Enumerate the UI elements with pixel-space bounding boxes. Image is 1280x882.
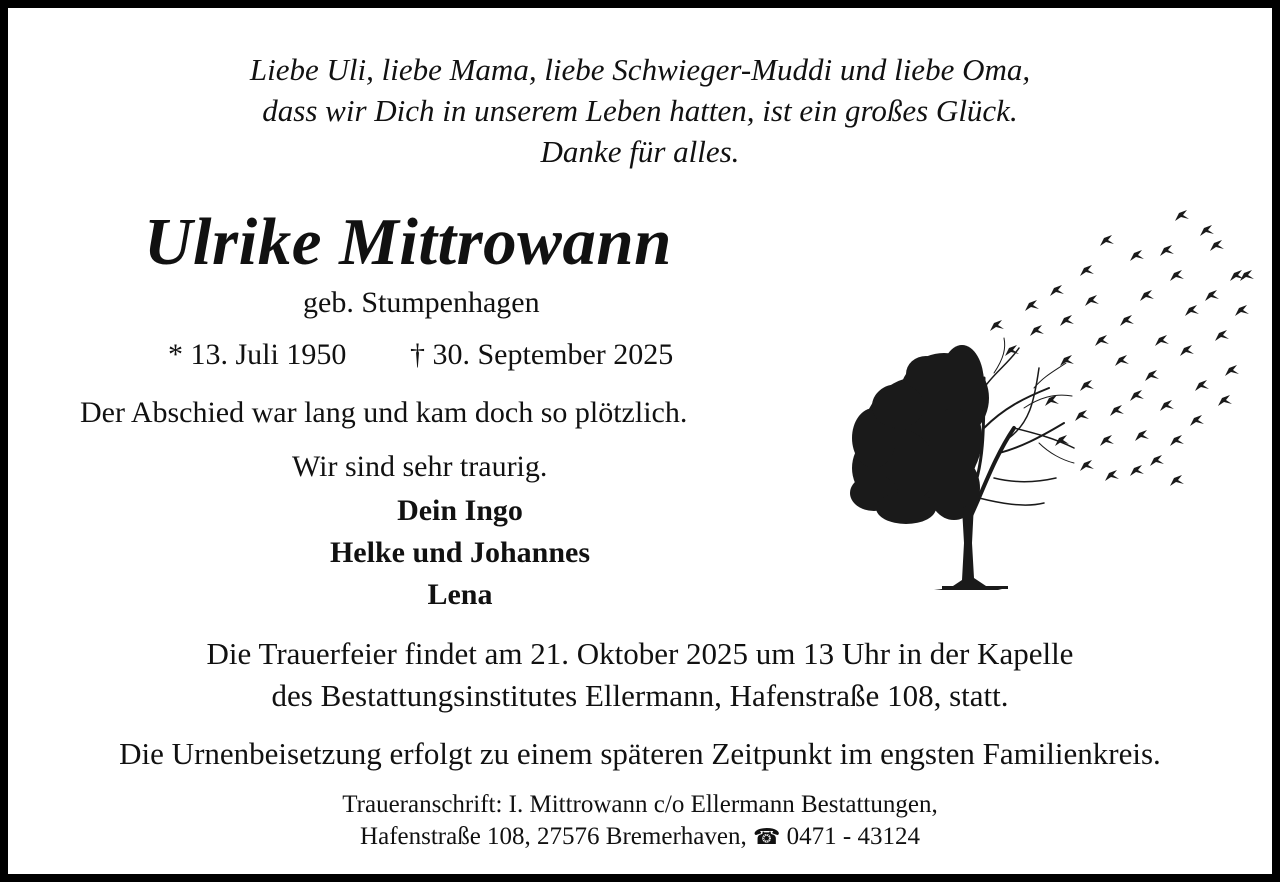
mourner-3: Lena: [427, 578, 493, 611]
burial-text: Die Urnenbeisetzung erfolgt zu einem späteren Zeitpunkt im engsten Familienkreis.: [119, 736, 1161, 771]
tree-birds-icon: [834, 198, 1254, 598]
intro-line-1: Liebe Uli, liebe Mama, liebe Schwieger-Muddi und liebe Oma,: [249, 52, 1031, 87]
farewell-text: Der Abschied war lang und kam doch so plötzlich.: [80, 396, 688, 429]
contact-phone: 0471 - 43124: [786, 823, 920, 850]
mourner-2: Helke und Johannes: [329, 536, 591, 569]
obituary-notice: [8, 8, 1272, 874]
service-line-1: Die Trauerfeier findet am 21. Oktober 2025 um 13 Uhr in der Kapelle: [206, 636, 1074, 671]
death-date: † 30. September 2025: [410, 338, 674, 371]
intro-line-3: Danke für alles.: [540, 134, 740, 169]
contact-address: Hafenstraße 108, 27576 Bremerhaven,: [360, 823, 747, 850]
intro-line-2: dass wir Dich in unserem Leben hatten, ist ein großes Glück.: [262, 93, 1018, 128]
sadness-text: Wir sind sehr traurig.: [292, 450, 548, 483]
birth-name: geb. Stumpenhagen: [303, 286, 540, 319]
mourner-1: Dein Ingo: [397, 494, 523, 527]
birth-date: * 13. Juli 1950: [168, 338, 347, 371]
telephone-icon: ☎: [752, 825, 781, 850]
deceased-name: Ulrike Mittrowann: [144, 205, 672, 279]
contact-line-2: [8, 823, 1272, 851]
service-line-2: des Bestattungsinstitutes Ellermann, Hafenstraße 108, statt.: [271, 678, 1009, 713]
contact-line-1: Traueranschrift: I. Mittrowann c/o Ellermann Bestattungen,: [342, 791, 938, 818]
